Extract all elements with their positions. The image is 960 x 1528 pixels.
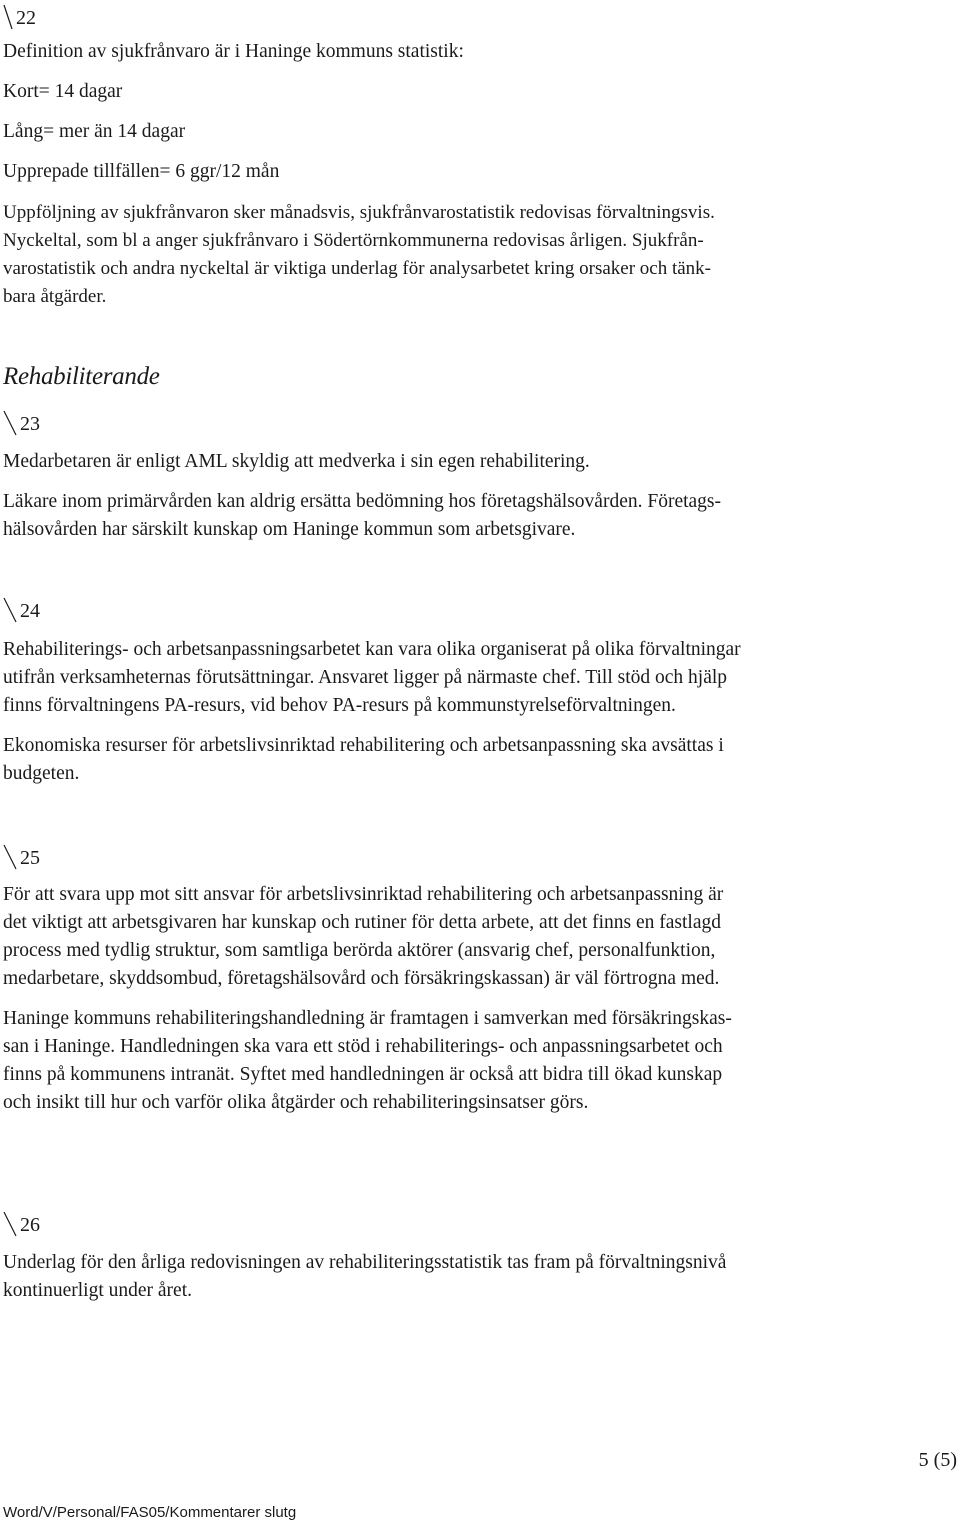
section-number: 23 xyxy=(20,413,40,435)
page-number: 5 (5) xyxy=(918,1449,957,1471)
section-26-text xyxy=(3,1249,950,1305)
paragraph-mark-icon xyxy=(3,1211,18,1237)
section-marker-25 xyxy=(3,840,40,870)
paragraph-mark-icon xyxy=(3,597,18,623)
paragraph-mark-icon xyxy=(3,844,18,870)
section-heading: Rehabiliterande xyxy=(3,363,160,390)
text-line: hälsovården har särskilt kunskap om Haninge kommun som arbetsgivare. xyxy=(3,519,576,540)
section-marker-24 xyxy=(3,593,40,623)
definition-long: Lång= mer än 14 dagar xyxy=(3,121,186,142)
text-line: varostatistik och andra nyckeltal är viktiga underlag för analysarbetet kring orsaker och tänk- xyxy=(3,258,712,279)
section-number: 26 xyxy=(20,1214,40,1236)
section-number: 24 xyxy=(20,600,40,622)
definition-repeated: Upprepade tillfällen= 6 ggr/12 mån xyxy=(3,161,280,182)
text-line: Underlag för den årliga redovisningen av rehabiliteringsstatistik tas fram på förvaltningsnivå xyxy=(3,1252,727,1273)
text-line: Rehabiliterings- och arbetsanpassningsarbetet kan vara olika organiserat på olika förvaltningar xyxy=(3,639,741,660)
definition-short: Kort= 14 dagar xyxy=(3,81,123,102)
section-number: 22 xyxy=(16,7,36,29)
definition-intro: Definition av sjukfrånvaro är i Haninge kommuns statistik: xyxy=(3,41,464,62)
definition-block xyxy=(3,38,950,186)
text-line: Läkare inom primärvården kan aldrig ersätta bedömning hos företagshälsovården. Företags- xyxy=(3,491,722,512)
section-marker-23 xyxy=(3,406,40,436)
text-line: Nyckeltal, som bl a anger sjukfrånvaro i Södertörnkommunerna redovisas årligen. Sjukfrån- xyxy=(3,230,704,251)
section-25-text xyxy=(3,881,950,1117)
text-line: det viktigt att arbetsgivaren har kunskap och rutiner för detta arbete, att det finns en fastlagd xyxy=(3,912,721,933)
text-line: bara åtgärder. xyxy=(3,286,107,307)
text-line: utifrån verksamheternas förutsättningar. Ansvaret ligger på närmaste chef. Till stöd och hjälp xyxy=(3,667,728,688)
footer-file-path: Word/V/Personal/FAS05/Kommentarer slutg xyxy=(3,1504,297,1521)
followup-paragraph xyxy=(3,199,950,311)
text-line: finns på kommunens intranät. Syftet med handledningen är också att bidra till ökad kunskap xyxy=(3,1064,723,1085)
paragraph-mark-icon xyxy=(3,410,18,436)
text-line: finns förvaltningens PA-resurs, vid behov PA-resurs på kommunstyrelseförvaltningen. xyxy=(3,695,676,716)
text-line: Medarbetaren är enligt AML skyldig att medverka i sin egen rehabilitering. xyxy=(3,451,590,472)
text-line: san i Haninge. Handledningen ska vara ett stöd i rehabiliterings- och anpassningsarbetet och xyxy=(3,1036,723,1057)
section-24-text xyxy=(3,636,950,788)
text-line: medarbetare, skyddsombud, företagshälsovård och försäkringskassan) är väl förtrogna med. xyxy=(3,968,720,989)
section-marker-22 xyxy=(3,0,36,30)
text-line: Uppföljning av sjukfrånvaron sker månadsvis, sjukfrånvarostatistik redovisas förvaltningsvis. xyxy=(3,202,715,223)
text-line: För att svara upp mot sitt ansvar för arbetslivsinriktad rehabilitering och arbetsanpassning är xyxy=(3,884,724,905)
text-line: Haninge kommuns rehabiliteringshandledning är framtagen i samverkan med försäkringskas- xyxy=(3,1008,732,1029)
text-line: och insikt till hur och varför olika åtgärder och rehabiliteringsinsatser görs. xyxy=(3,1092,589,1113)
paragraph-mark-icon xyxy=(3,4,14,30)
section-number: 25 xyxy=(20,847,40,869)
text-line: kontinuerligt under året. xyxy=(3,1280,192,1301)
text-line: process med tydlig struktur, som samtliga berörda aktörer (ansvarig chef, personalfunktion, xyxy=(3,940,716,961)
section-23-text xyxy=(3,448,950,544)
text-line: Ekonomiska resurser för arbetslivsinriktad rehabilitering och arbetsanpassning ska avsättas i xyxy=(3,735,724,756)
text-line: budgeten. xyxy=(3,763,80,784)
section-marker-26 xyxy=(3,1207,40,1237)
